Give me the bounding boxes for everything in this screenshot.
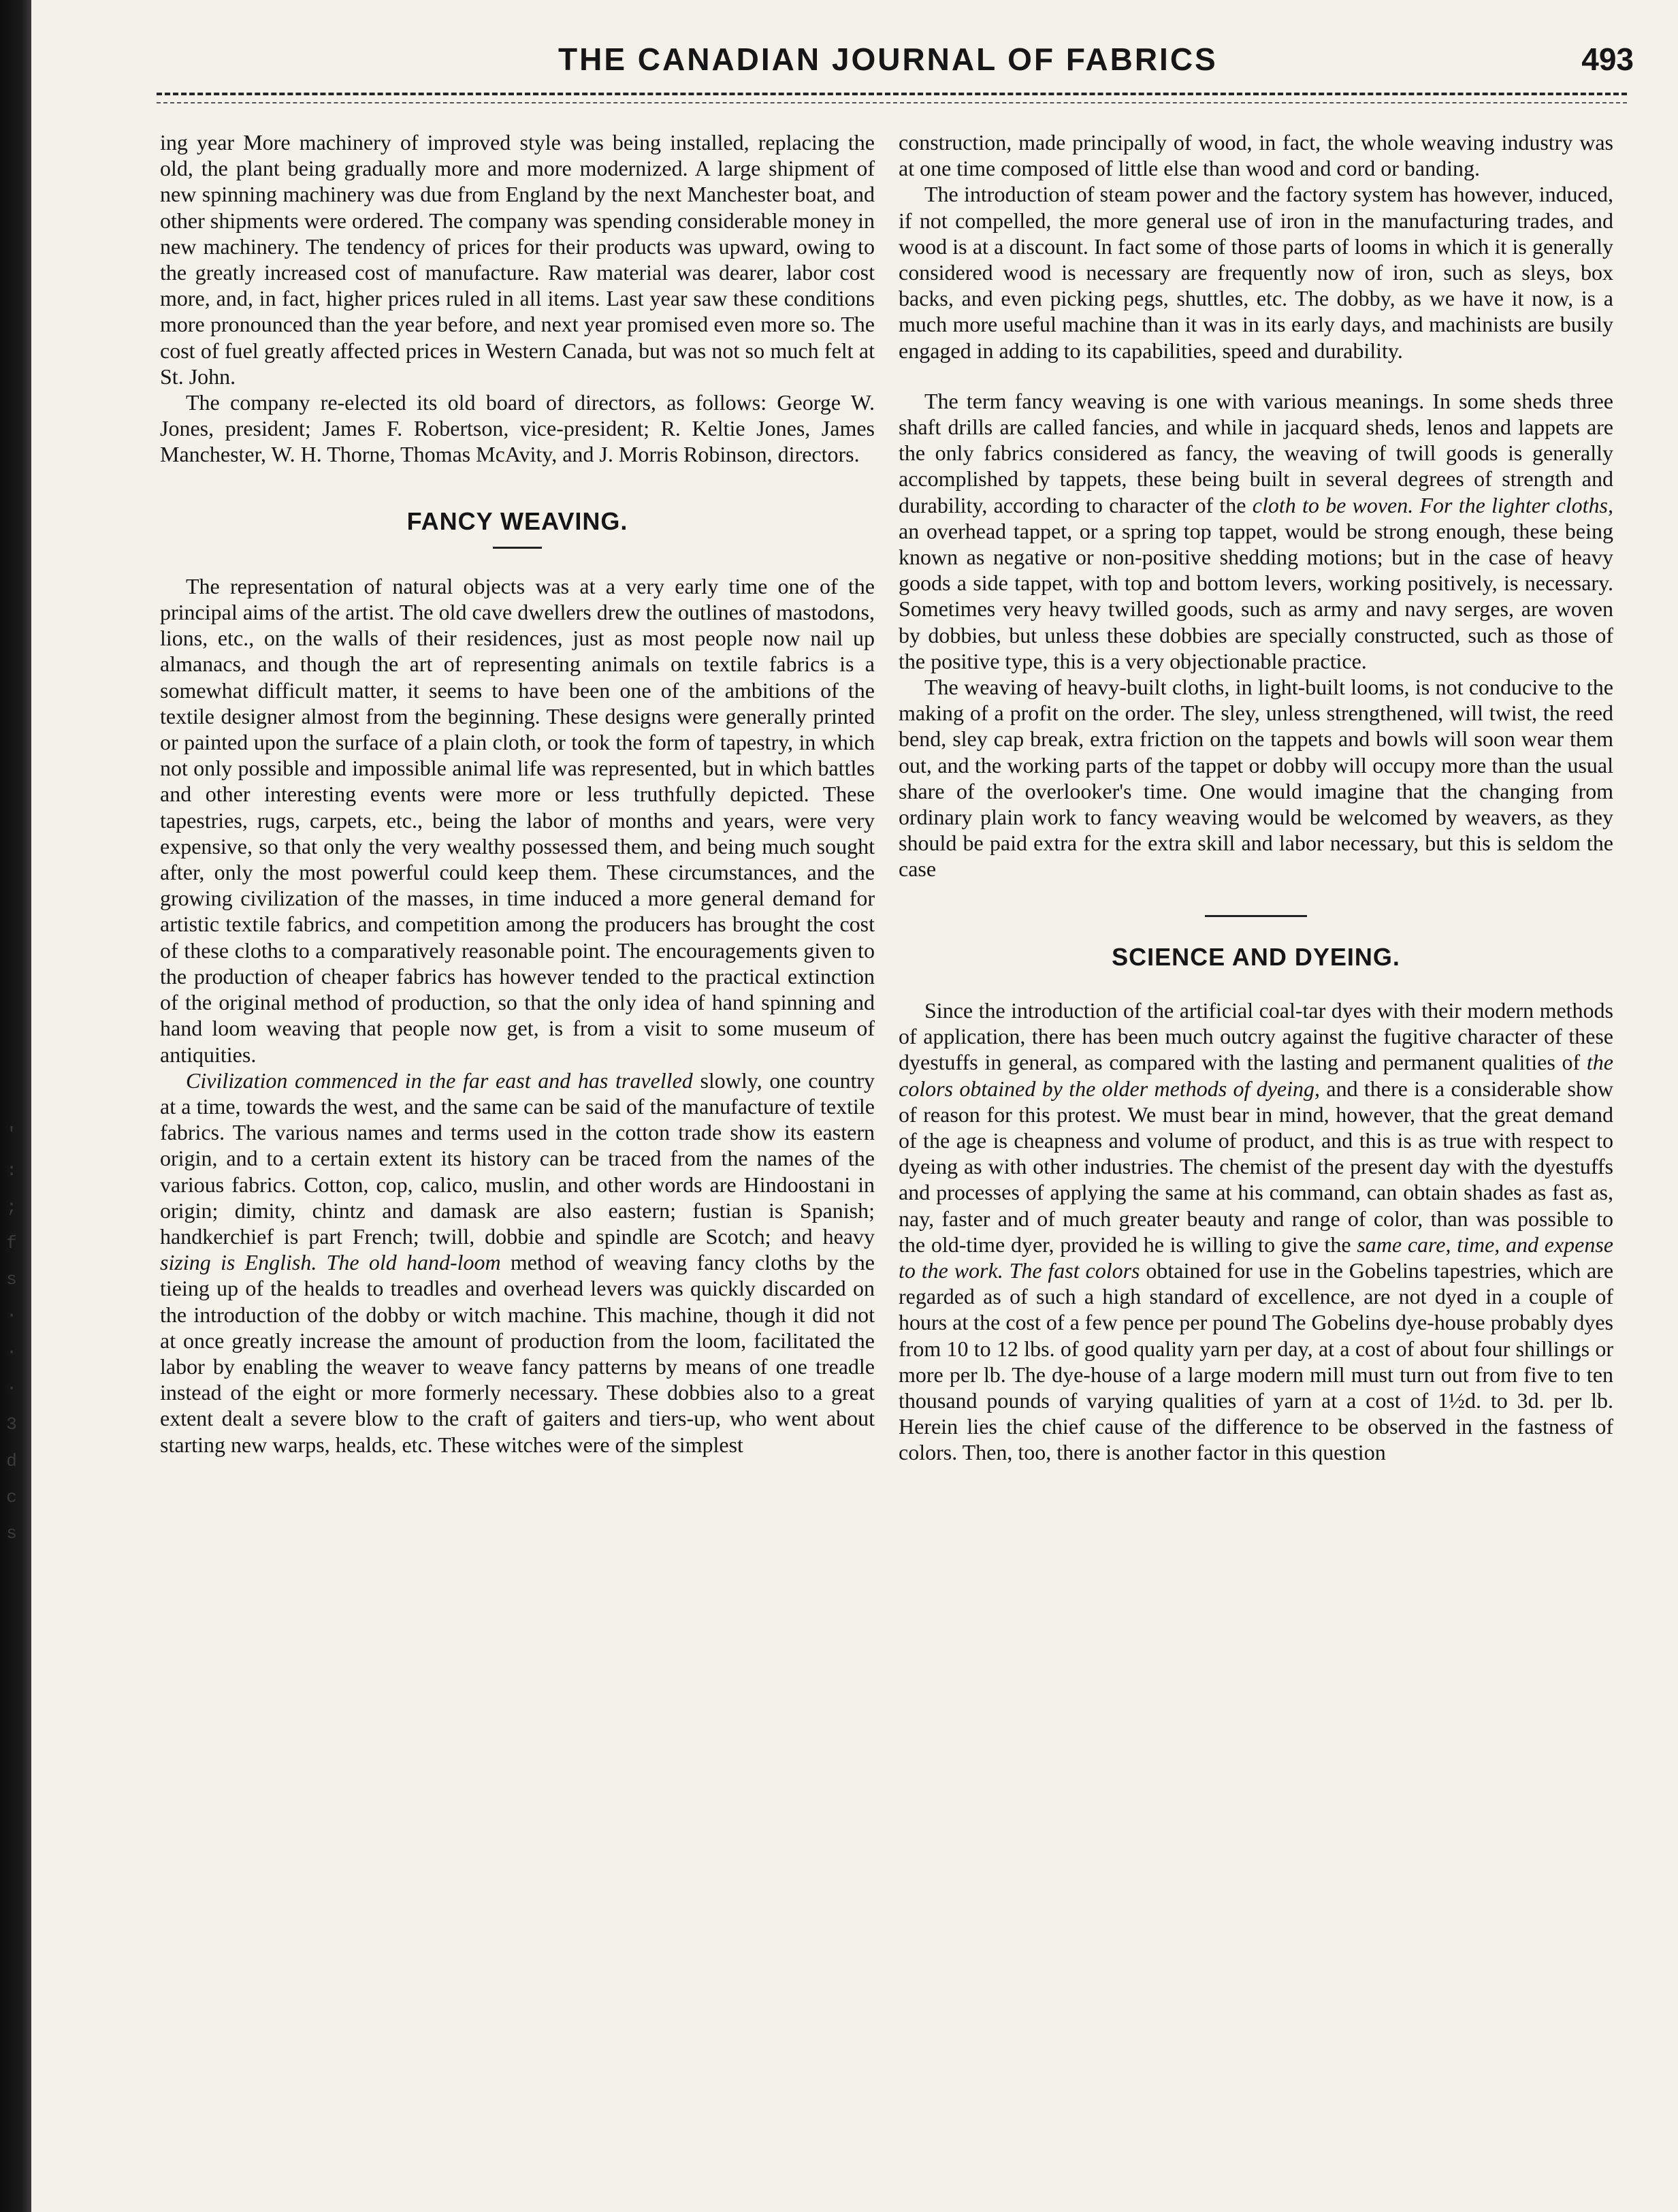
running-head: [136, 41, 1634, 89]
section-divider-rule: [1205, 915, 1307, 917]
text-run: and there is a considerable show of reason for this protest. We must bear in mind, however, that the great demand of the age is cheapness and volume of product, and this is as true with respect to dyeing as with other industries. The chemist of the present day with the dyestuffs and processes of applying the same at his command, can obtain shades as fast as, nay, faster and of much greater beauty and range of color, than was possible to the old-time dyer, provided he is willing to give the: [899, 1076, 1614, 1257]
page-number: 493: [1581, 42, 1634, 77]
section-heading-science-and-dyeing: SCIENCE AND DYEING.: [1112, 942, 1400, 971]
text-run: slowly, one country at a time, towards the west, and the same can be said of the manufacture of textile fabrics. The various names and terms used in the cotton trade show its eastern origin, and to a certain extent its history can be traced from the names of the various fabrics. Cotton, cop, calico, muslin, and other words are Hindoostani in origin; dimity, chintz and damask are also eastern; fustian is Spanish; handkerchief is part French; twill, dobbie and spindle are Scotch; and heavy: [160, 1068, 875, 1249]
text-run: an overhead tappet, or a spring top tappet, would be strong enough, these being known as negative or non-positive shedding motions; but in the case of heavy goods a side tappet, with top and bottom levers, working positively, is necessary. Sometimes very heavy twilled goods, such as army and navy serges, are woven by dobbies, but unless these dobbies are specially constructed, such as those of the positive type, this is a very objectionable practice.: [899, 518, 1613, 673]
italic-phrase: sizing is English. The old hand-loom: [160, 1250, 501, 1275]
binding-edge: [0, 0, 31, 2212]
italic-phrase: cloth to be woven. For the lighter cloths,: [1252, 492, 1614, 517]
heading-rule: [493, 547, 542, 549]
paragraph: ing year More machinery of improved style was being installed, replacing the old, the plant being gradually more and more modernized. A large shipment of new spinning machinery was due from England by the next Manchester boat, and other shipments were ordered. The company was spending considerable money in new machinery. The tendency of prices for their products was upward, owing to the greatly increased cost of manufacture. Raw material was dearer, labor cost more, and, in fact, higher prices ruled in all items. Last year saw these conditions more pronounced than the year before, and next year promised even more so. The cost of fuel greatly affected prices in Western Canada, but was not so much felt at St. John.: [160, 130, 875, 389]
margin-mark: ·: [6, 1305, 17, 1326]
paragraph: The weaving of heavy-built cloths, in light-built looms, is not conducive to the making of a profit on the order. The sley, unless strengthened, will twist, the reed bend, sley cap break, extra friction on the tappets and bowls will soon wear them out, and the working parts of the tappet or dobby will occupy more than the usual share of the overlooker's time. One would imagine that the changing from ordinary plain work to fancy weaving would be welcomed by weavers, as they should be paid extra for the extra skill and labor necessary, but this is seldom the case: [899, 675, 1613, 882]
text-run: method of weaving fancy cloths by the tieing up of the healds to treadles and overhead levers was quickly discarded on the introduction of the dobby or witch machine. This machine, though it did not at once greatly increase the amount of production from the loom, facilitated the labor by enabling the weaver to weave fancy patterns by means of one treadle instead of the eight or more formerly necessary. These dobbies also to a great extent dealt a severe blow to the craft of gaiters and tiers-up, who went about starting new warps, healds, etc. These witches were of the simplest: [160, 1250, 875, 1457]
paragraph: [899, 388, 1613, 674]
paragraph: [899, 997, 1613, 1466]
margin-mark: ·: [6, 1341, 17, 1362]
paragraph: The company re-elected its old board of directors, as follows: George W. Jones, president; James F. Robertson, vice-president; R. Keltie Jones, James Manchester, W. H. Thorne, Thomas McAvity, and J. Morris Robinson, directors.: [160, 390, 875, 467]
margin-mark: ;: [6, 1196, 17, 1217]
text-run: Since the introduction of the artificial coal-tar dyes with their modern methods of application, there has been much outcry against the fugitive character of these dyestuffs in general, as compared with the lasting and permanent qualities of: [899, 997, 1613, 1075]
margin-mark: 3: [6, 1414, 17, 1435]
paragraph: [160, 1068, 875, 1458]
margin-mark: c: [6, 1486, 17, 1507]
margin-mark: ': [6, 1124, 17, 1144]
italic-phrase: The fast colors: [1009, 1257, 1140, 1283]
margin-mark: s: [6, 1269, 17, 1290]
margin-marks: [1, 1117, 22, 1552]
right-column: [899, 129, 1613, 1466]
paragraph: The introduction of steam power and the factory system has however, induced, if not compelled, the more general use of iron in the manufacturing trades, and wood is at a discount. In fact some of those parts of looms in which it is generally considered wood is necessary are frequently now of iron, such as sleys, box backs, and even picking pegs, shuttles, etc. The dobby, as we have it now, is a much more useful machine than it was in its early days, and machinists are busily engaged in adding to its capabilities, speed and durability.: [899, 182, 1613, 363]
text-run: The term fancy weaving is one with various meanings. In some sheds three shaft drills are called fancies, and while in jacquard sheds, lenos and lappets are the only fabrics considered as fancy, the weaving of twill goods is generally accomplished by tappets, these being built in several degrees of strength and durability, according to character of the: [899, 388, 1613, 517]
margin-mark: ·: [6, 1378, 17, 1399]
journal-title: THE CANADIAN JOURNAL OF FABRICS: [558, 42, 1218, 77]
margin-mark: f: [6, 1232, 17, 1253]
left-column: [160, 129, 875, 1458]
margin-mark: s: [6, 1523, 17, 1544]
margin-mark: d: [6, 1450, 17, 1471]
paragraph: The representation of natural objects was at a very early time one of the principal aims of the artist. The old cave dwellers drew the outlines of mastodons, lions, etc., on the walls of their residences, just as most people now nail up almanacs, and though the art of representing animals on textile fabrics is a somewhat difficult matter, it seems to have been one of the ambitions of the textile designer almost from the beginning. These designs were generally printed or painted upon the surface of a plain cloth, or took the form of tapestry, in which not only possible and impossible animal life was represented, but in which battles and other interesting events were more or less truthfully depicted. These tapestries, rugs, carpets, etc., being the labor of months and years, were very expensive, so that only the very wealthy possessed them, and being much sought after, only the most powerful could keep them. These circumstances, and the growing civilization of the masses, in time induced a more general demand for artistic textile fabrics, and competition among the producers has brought the cost of these cloths to a comparatively reasonable point. The encouragements given to the production of cheaper fabrics has however tended to the practical extinction of the original method of production, so that the only idea of hand spinning and hand loom weaving that people now get, is from a visit to some museum of antiquities.: [160, 573, 875, 1067]
margin-mark: :: [6, 1160, 17, 1181]
italic-phrase: Civilization commenced in the far east and has travelled: [186, 1068, 693, 1093]
italic-phrase: same care, time, and expense to the work.: [899, 1232, 1613, 1283]
section-heading-fancy-weaving: FANCY WEAVING.: [406, 507, 628, 535]
paragraph: construction, made principally of wood, in fact, the whole weaving industry was at one time composed of little else than wood and cord or banding.: [899, 130, 1613, 181]
text-run: obtained for use in the Gobelins tapestries, which are regarded as of such a high standard of excellence, are not dyed in a couple of hours at the cost of a few pence per pound The Gobelins dye-house probably dyes from 10 to 12 lbs. of good quality yarn per day, at a cost of about four shillings or more per lb. The dye-house of a large modern mill must turn out from five to ten thousand pounds of varying qualities of yarn at a cost of 1½d. to 3d. per lb. Herein lies the chief cause of the difference to be observed in the fastness of colors. Then, too, there is another factor in this question: [899, 1257, 1614, 1465]
italic-phrase: the colors obtained by the older methods of dyeing,: [899, 1050, 1613, 1101]
header-rule: [157, 93, 1627, 103]
